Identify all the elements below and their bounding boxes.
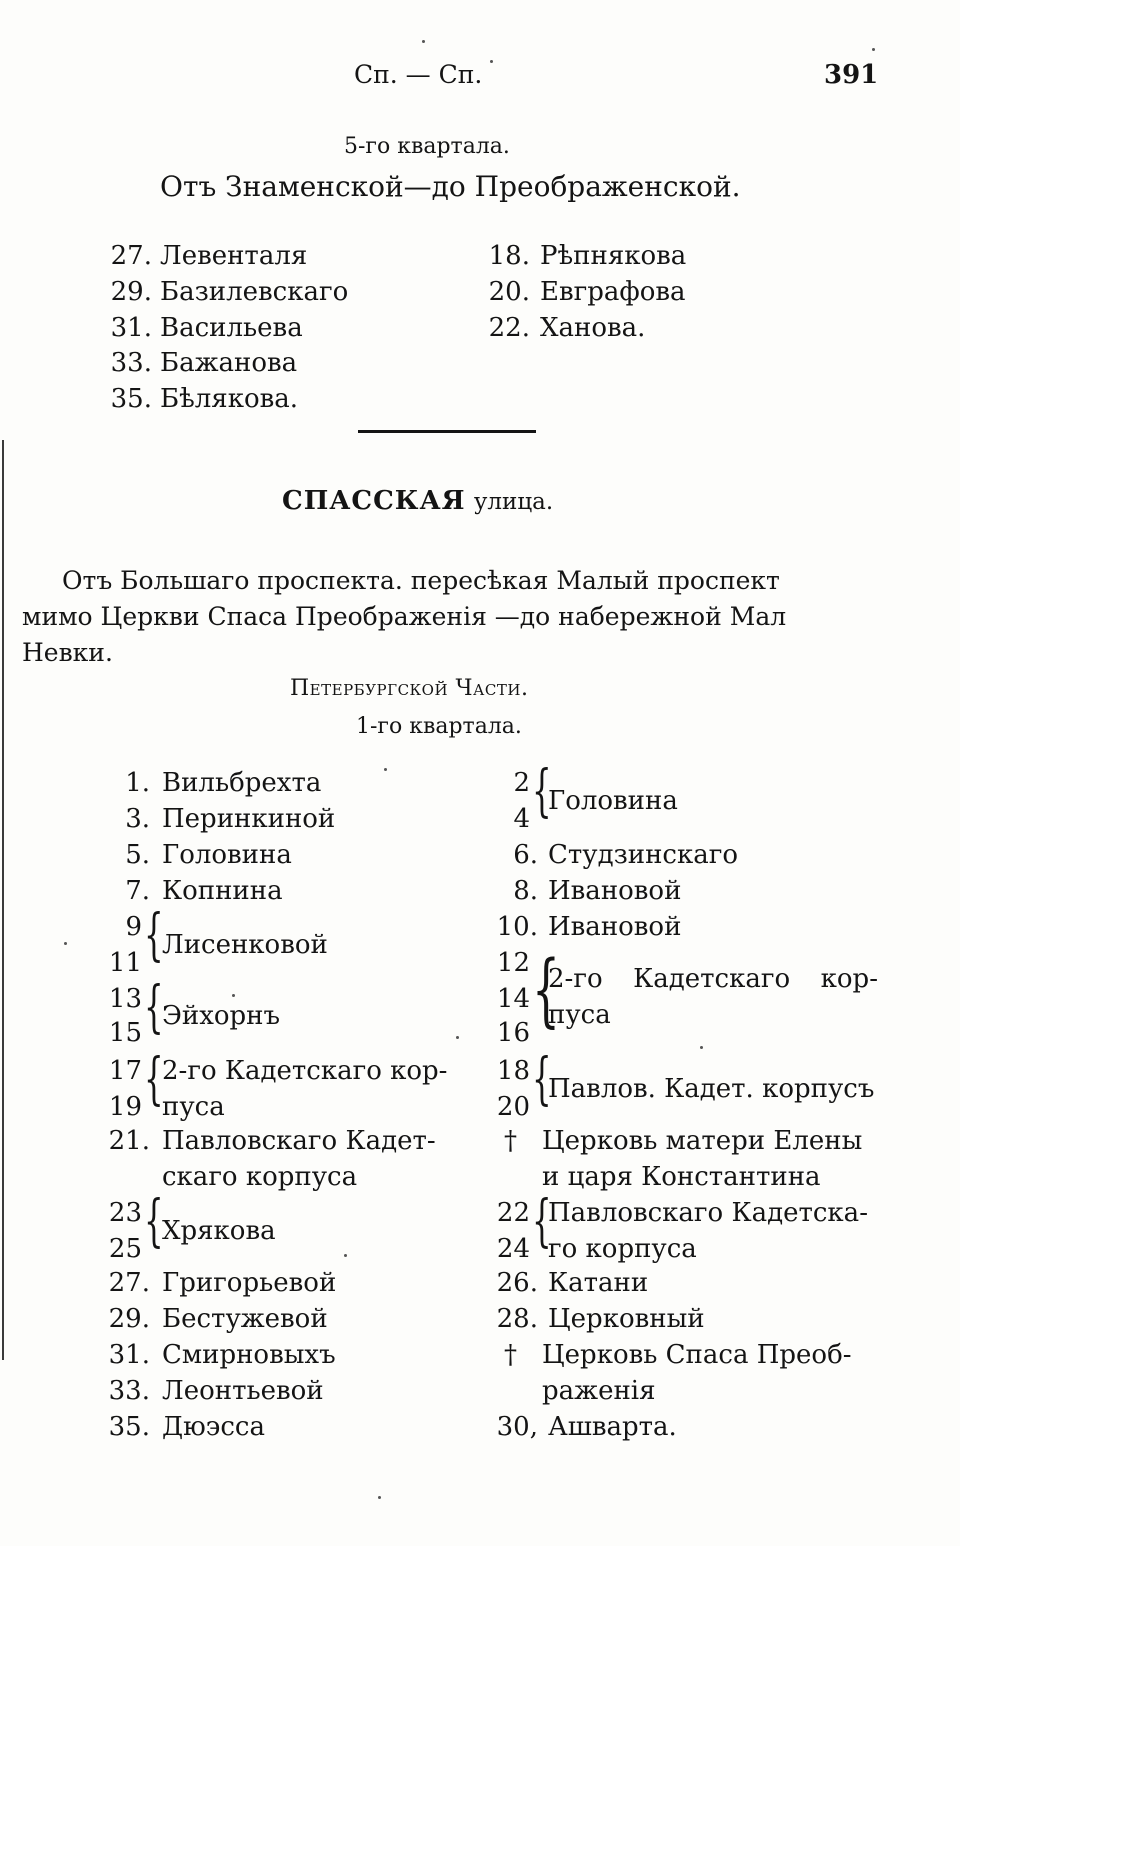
- house-number: 3.: [125, 804, 150, 834]
- house-number: 10.: [496, 912, 538, 942]
- house-owner: Евграфова: [540, 277, 686, 307]
- house-owner: Павловскаго Кадет-: [162, 1126, 436, 1156]
- section-divider: [358, 430, 536, 433]
- house-number: 4: [513, 804, 530, 834]
- brace-mark: {: [532, 759, 552, 824]
- house-number: 27.: [108, 1268, 150, 1298]
- house-number: 18: [496, 1056, 530, 1086]
- house-number: 25: [108, 1234, 142, 1264]
- house-owner: Эйхорнъ: [162, 1001, 281, 1031]
- street-title-rest: улица.: [473, 489, 554, 515]
- scan-speck: [64, 942, 67, 945]
- house-owner: Перинкиной: [162, 804, 336, 834]
- church-mark: †: [504, 1340, 517, 1370]
- house-number: 15: [108, 1018, 142, 1048]
- street-title: [282, 488, 553, 514]
- house-number: 9: [125, 912, 142, 942]
- house-number: 12: [496, 948, 530, 978]
- house-number: 6.: [513, 840, 538, 870]
- house-number: 16: [496, 1018, 530, 1048]
- church-mark: †: [504, 1126, 517, 1156]
- scan-speck: [422, 40, 425, 43]
- house-owner: Павловскаго Кадетска-: [548, 1198, 868, 1228]
- house-owner: Копнина: [162, 876, 283, 906]
- house-owner: Вильбрехта: [162, 768, 322, 798]
- house-number: 33.: [110, 348, 152, 378]
- house-number: 35.: [110, 384, 152, 414]
- scan-speck: [490, 60, 493, 63]
- brace-mark: {: [532, 1189, 552, 1254]
- house-number: 14: [496, 984, 530, 1014]
- house-number: 30,: [496, 1412, 538, 1442]
- house-owner: Рѣпнякова: [540, 241, 687, 271]
- house-number: 35.: [108, 1412, 150, 1442]
- house-number: 29.: [108, 1304, 150, 1334]
- house-number: 22: [496, 1198, 530, 1228]
- house-owner: Дюэсса: [162, 1412, 265, 1442]
- house-owner: Лисенковой: [162, 930, 328, 960]
- scan-speck: [344, 1254, 347, 1257]
- house-owner: Смирновыхъ: [162, 1340, 336, 1370]
- house-owner: Павлов. Кадет. корпусъ: [548, 1074, 875, 1104]
- house-number: 22.: [488, 313, 530, 343]
- house-owner: 2-го Кадетскаго кор-: [162, 1056, 448, 1086]
- scan-speck: [700, 1046, 703, 1049]
- quarter-heading: 5-го квартала.: [344, 134, 510, 159]
- house-number: 11: [108, 948, 142, 978]
- house-owner: Васильева: [160, 313, 303, 343]
- street-description-line-3: Невки.: [22, 638, 113, 667]
- house-owner: го корпуса: [548, 1234, 697, 1264]
- brace-mark: {: [144, 1189, 164, 1254]
- street-description-line-2: мимо Церкви Спаса Преображенія —до набережной Мал: [22, 602, 787, 631]
- brace-mark: {: [144, 975, 164, 1040]
- scan-speck: [384, 768, 387, 771]
- house-owner: Базилевскаго: [160, 277, 349, 307]
- house-owner: Ашварта.: [548, 1412, 677, 1442]
- page-number: 391: [824, 60, 879, 90]
- house-number: 21.: [108, 1126, 150, 1156]
- scan-speck: [456, 1036, 459, 1039]
- house-owner: раженія: [542, 1376, 656, 1406]
- house-number: 31.: [108, 1340, 150, 1370]
- street-title-bold: СПАССКАЯ: [282, 486, 466, 516]
- house-owner: Головина: [162, 840, 292, 870]
- house-owner: Студзинскаго: [548, 840, 739, 870]
- quarter-heading-2: 1-го квартала.: [356, 714, 522, 739]
- scan-margin-line: [2, 760, 4, 1360]
- house-number: 31.: [110, 313, 152, 343]
- house-owner: Григорьевой: [162, 1268, 337, 1298]
- house-owner: Катани: [548, 1268, 649, 1298]
- house-owner: Бажанова: [160, 348, 298, 378]
- house-number: 27.: [110, 241, 152, 271]
- house-number: 20.: [488, 277, 530, 307]
- house-number: 7.: [125, 876, 150, 906]
- scan-speck: [378, 1496, 381, 1499]
- house-owner: Ивановой: [548, 912, 682, 942]
- house-number: 33.: [108, 1376, 150, 1406]
- scan-speck: [872, 48, 875, 51]
- house-number: 8.: [513, 876, 538, 906]
- house-owner: Бестужевой: [162, 1304, 328, 1334]
- house-number: 28.: [496, 1304, 538, 1334]
- street-description-line-1: Отъ Большаго проспекта. пересѣкая Малый проспект: [62, 566, 780, 595]
- house-number: 1.: [125, 768, 150, 798]
- house-owner: Церковь Спаса Преоб-: [542, 1340, 852, 1370]
- street-range: Отъ Знаменской—до Преображенской.: [160, 170, 741, 203]
- house-owner: Бѣлякова.: [160, 384, 299, 414]
- house-owner: Церковный: [548, 1304, 705, 1334]
- house-number: 17: [108, 1056, 142, 1086]
- house-owner: пуса: [162, 1092, 225, 1122]
- house-owner: 2-го Кадетскаго кор-: [548, 964, 878, 994]
- house-number: 29.: [110, 277, 152, 307]
- brace-mark: {: [144, 903, 164, 968]
- house-number: 26.: [496, 1268, 538, 1298]
- house-number: 18.: [488, 241, 530, 271]
- house-owner: и царя Константина: [542, 1162, 821, 1192]
- house-owner: Хрякова: [162, 1216, 276, 1246]
- house-owner: пуса: [548, 1000, 611, 1030]
- house-owner: Ивановой: [548, 876, 682, 906]
- brace-mark: {: [532, 1047, 552, 1112]
- house-number: 5.: [125, 840, 150, 870]
- house-owner: Левенталя: [160, 241, 308, 271]
- scan-speck: [232, 994, 235, 997]
- house-number: 2: [513, 768, 530, 798]
- house-number: 13: [108, 984, 142, 1014]
- brace-mark: {: [532, 943, 560, 1036]
- house-number: 19: [108, 1092, 142, 1122]
- house-number: 23: [108, 1198, 142, 1228]
- house-owner: Головина: [548, 786, 678, 816]
- house-number: 20: [496, 1092, 530, 1122]
- brace-mark: {: [144, 1047, 164, 1112]
- house-number: 24: [496, 1234, 530, 1264]
- house-owner: скаго корпуса: [162, 1162, 358, 1192]
- district-heading: Петербургской Части.: [290, 676, 529, 701]
- house-owner: Церковь матери Елены: [542, 1126, 863, 1156]
- house-owner: Леонтьевой: [162, 1376, 324, 1406]
- house-owner: Ханова.: [540, 313, 646, 343]
- running-head: Сп. — Сп.: [354, 60, 483, 89]
